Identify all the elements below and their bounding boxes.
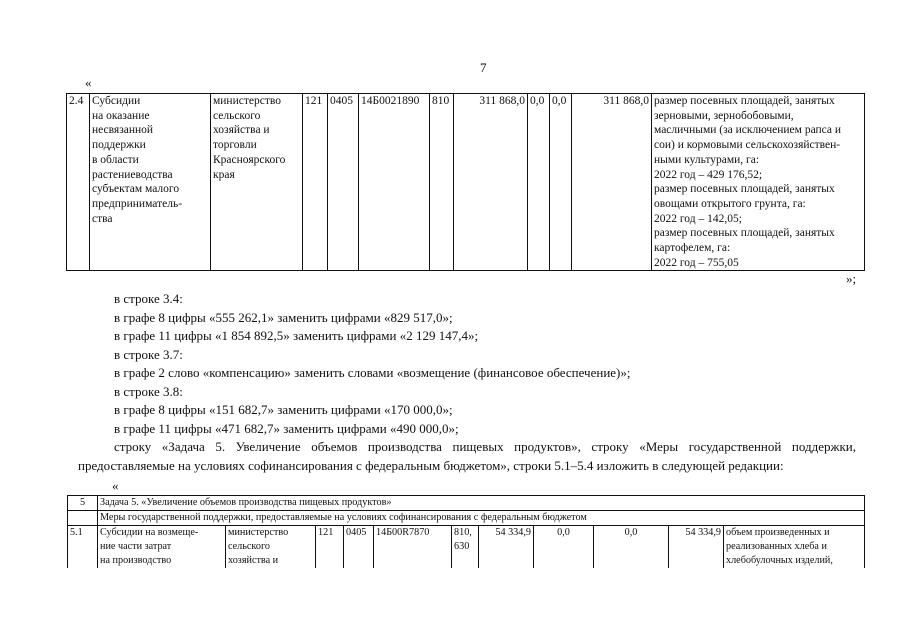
measure-name-line: поддержки	[92, 139, 146, 152]
amount-total: 54 334,9	[669, 526, 724, 569]
code-rzpr: 0405	[344, 526, 374, 569]
measure-name-line: ние части затрат	[100, 541, 172, 552]
code-csr: 14Б0021890	[359, 94, 430, 271]
result-line: сои) и кормовыми сельскохозяйствен-	[654, 139, 841, 152]
expected-result-cell	[652, 94, 865, 271]
measure-name-line: несвязанной	[92, 124, 154, 137]
result-line: масличными (за исключением рапса и	[654, 124, 842, 137]
measure-name-line: в области	[92, 153, 139, 166]
measure-name-line: на производство	[100, 555, 172, 566]
organization-cell	[226, 526, 316, 569]
measure-name-cell	[98, 526, 226, 569]
amount-year-3: 0,0	[594, 526, 669, 569]
organization-line: сельского	[213, 109, 261, 122]
organization-line: хозяйства и	[213, 124, 270, 137]
amount-year-1: 311 868,0	[454, 94, 528, 271]
code-vr: 810	[430, 94, 454, 271]
measure-name-cell	[90, 94, 211, 271]
code-grbs: 121	[316, 526, 344, 569]
organization-line: торговли	[213, 139, 257, 152]
page-number: 7	[480, 60, 487, 75]
code-vr-line: 810,	[454, 527, 472, 538]
quote-open-mark: «	[112, 478, 119, 493]
organization-line: министерство	[228, 527, 289, 538]
quote-close-mark: »;	[846, 271, 857, 286]
organization-line: министерство	[213, 95, 281, 107]
table-row	[68, 496, 865, 511]
code-grbs: 121	[303, 94, 328, 271]
expected-result-cell	[724, 526, 865, 569]
result-line: размер посевных площадей, занятых	[654, 95, 835, 107]
row-number: 2.4	[67, 94, 90, 271]
table-row	[67, 94, 865, 271]
result-line: зерновыми, зернобобовыми,	[654, 109, 794, 122]
paragraph: в графе 11 цифры «1 854 892,5» заменить цифрами «2 129 147,4»;	[114, 328, 479, 343]
organization-cell	[211, 94, 303, 271]
measure-name-line: на оказание	[92, 109, 150, 122]
table-row	[68, 526, 865, 569]
code-vr	[452, 526, 479, 569]
result-line: ными культурами, га:	[654, 153, 760, 166]
paragraph: в графе 11 цифры «471 682,7» заменить цифрами «490 000,0»;	[114, 420, 459, 436]
empty-cell	[68, 511, 98, 526]
task-title: Задача 5. «Увеличение объемов производства пищевых продуктов»	[98, 496, 865, 511]
organization-line: края	[213, 168, 235, 181]
result-line: размер посевных площадей, занятых	[654, 227, 835, 240]
organization-line: хозяйства и	[228, 555, 279, 566]
paragraph: в строке 3.8:	[114, 383, 183, 399]
result-line: картофелем, га:	[654, 242, 731, 255]
amount-year-2: 0,0	[528, 94, 550, 271]
result-line: 2022 год – 142,05;	[654, 212, 742, 225]
result-line: 2022 год – 755,05	[654, 256, 739, 269]
paragraph: в строке 3.7:	[114, 346, 183, 362]
measure-name-line: Субсидии	[92, 95, 141, 107]
amount-year-3: 0,0	[550, 94, 572, 271]
result-line: овощами открытого грунта, га:	[654, 197, 806, 210]
organization-line: сельского	[228, 541, 270, 552]
result-line: размер посевных площадей, занятых	[654, 183, 835, 196]
measures-heading: Меры государственной поддержки, предоставляемые на условиях софинансирования с федеральным бюджетом	[98, 511, 865, 526]
paragraph-replace-rows: строку «Задача 5. Увеличение объемов производства пищевых продуктов», строку «Меры государственной поддержки, предоставляемые на условиях софинансирования с федеральным бюджетом», строки 5.1–5.4 изложить в следующей редакции:	[78, 439, 856, 473]
code-rzpr: 0405	[328, 94, 359, 271]
amount-year-1: 54 334,9	[479, 526, 534, 569]
table-row	[68, 511, 865, 526]
quote-open-mark: «	[85, 75, 92, 90]
measure-name-line: Субсидии на возмеще-	[100, 527, 199, 538]
result-line: реализованных хлеба и	[726, 541, 827, 552]
organization-line: Красноярского	[213, 153, 286, 166]
paragraph: в строке 3.4:	[114, 291, 183, 306]
paragraph: в графе 8 цифры «555 262,1» заменить цифрами «829 517,0»;	[114, 309, 453, 325]
table-task-5	[67, 495, 865, 568]
paragraph: в графе 2 слово «компенсацию» заменить словами «возмещение (финансовое обеспечение)»;	[114, 365, 631, 380]
measure-name-line: растениеводства	[92, 168, 173, 181]
table-row-2-4	[66, 93, 865, 271]
task-number: 5	[68, 496, 98, 511]
amount-total: 311 868,0	[572, 94, 652, 271]
amendment-text	[78, 290, 858, 475]
code-vr-line: 630	[454, 541, 470, 552]
measure-name-line: предприниматель-	[92, 197, 183, 210]
measure-name-line: субъектам малого	[92, 183, 180, 196]
amount-year-2: 0,0	[534, 526, 594, 569]
result-line: хлебобулочных изделий,	[726, 555, 833, 566]
result-line: 2022 год – 429 176,52;	[654, 168, 763, 181]
code-csr: 14Б00R7870	[374, 526, 452, 569]
paragraph: в графе 8 цифры «151 682,7» заменить цифрами «170 000,0»;	[114, 402, 453, 417]
measure-name-line: ства	[92, 212, 113, 225]
row-number: 5.1	[68, 526, 98, 569]
result-line: объем произведенных и	[726, 527, 830, 538]
